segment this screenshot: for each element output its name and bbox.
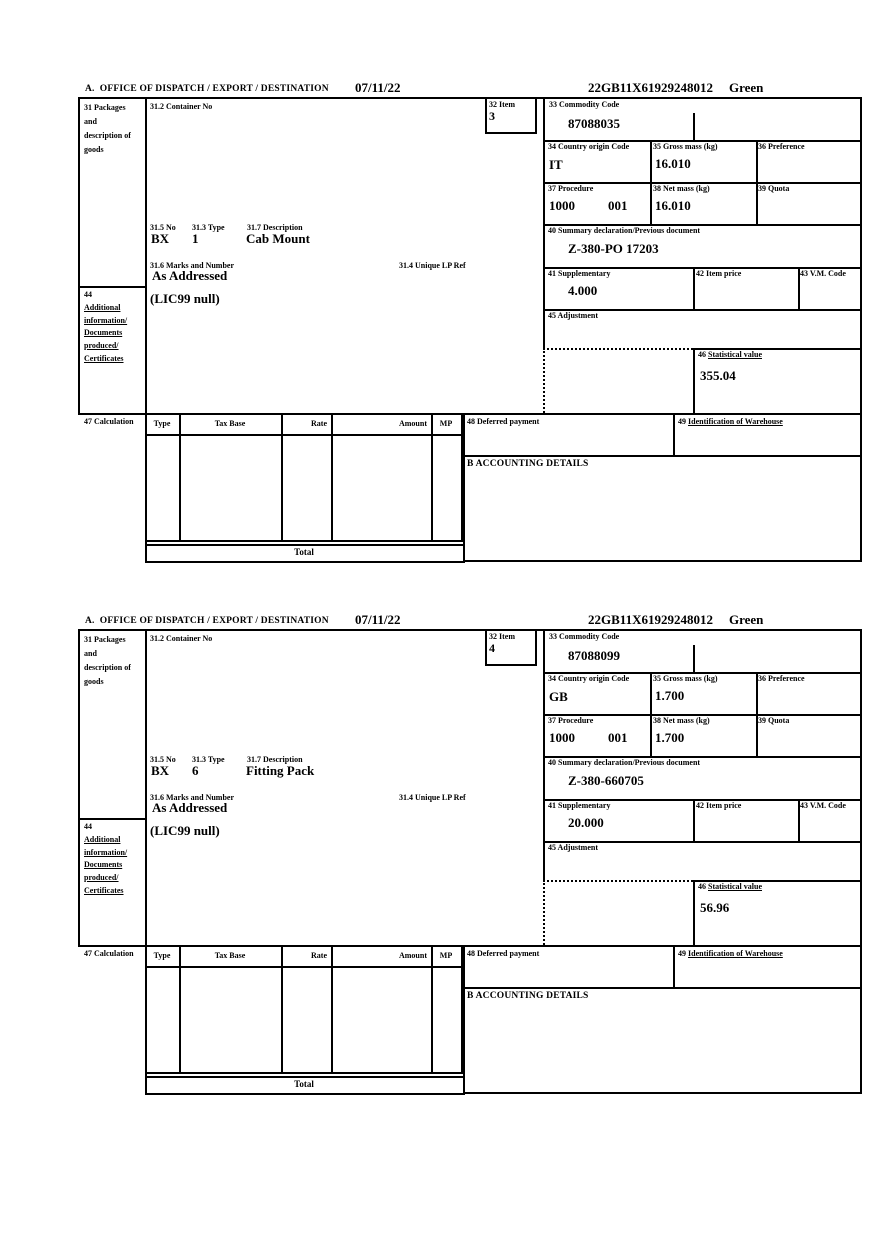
packages-description-label: 31 Packages and description of goods <box>84 635 131 686</box>
gross-mass-label: 35 Gross mass (kg) <box>653 674 718 683</box>
declaration-reference <box>588 80 763 96</box>
dotted-line <box>543 880 693 882</box>
additional-information-number: 44 <box>84 290 92 299</box>
accounting-details-label: B ACCOUNTING DETAILS <box>467 991 589 1001</box>
grid-line <box>145 544 463 546</box>
accounting-details-label: B ACCOUNTING DETAILS <box>467 459 589 469</box>
grid-line <box>331 413 333 540</box>
grid-line <box>78 413 862 415</box>
grid-line <box>860 629 862 1094</box>
calc-col-type: Type <box>153 419 171 428</box>
supplementary-label: 41 Supplementary <box>548 269 611 278</box>
marks-number-value: As Addressed <box>152 268 228 283</box>
statistical-value-number: 46 <box>698 882 706 891</box>
grid-line <box>693 267 695 309</box>
calc-col-type: Type <box>153 951 171 960</box>
grid-line <box>179 413 181 540</box>
grid-line <box>78 629 80 945</box>
country-origin-value: GB <box>549 689 568 704</box>
grid-line <box>463 560 862 562</box>
calc-col-amount: Amount <box>398 951 427 960</box>
summary-declaration-value: Z-380-PO 17203 <box>568 241 659 256</box>
vm-code-label: 43 V.M. Code <box>800 801 846 810</box>
grid-line <box>145 629 147 1072</box>
marks-number-label: 31.6 Marks and Number <box>150 793 235 802</box>
calculation-label: 47 Calculation <box>84 417 134 426</box>
adjustment-label: 45 Adjustment <box>548 311 599 320</box>
marks-number-value: As Addressed <box>152 800 228 815</box>
grid-line <box>756 672 758 756</box>
declaration-blocks <box>0 80 882 1144</box>
grid-line <box>463 987 862 989</box>
item-number-value: 4 <box>489 641 495 655</box>
grid-line <box>463 1092 862 1094</box>
warehouse-id-label <box>678 417 783 426</box>
mrn-value: 22GB11X61929248012 <box>588 612 713 627</box>
deferred-payment-label: 48 Deferred payment <box>467 417 540 426</box>
preference-label: 36 Preference <box>758 142 805 151</box>
grid-line <box>693 348 695 413</box>
quota-label: 39 Quota <box>758 716 790 725</box>
calc-col-rate: Rate <box>311 419 327 428</box>
grid-line <box>145 540 463 542</box>
package-description-value: Fitting Pack <box>246 763 315 778</box>
grid-line <box>78 97 80 413</box>
grid-line <box>485 664 537 666</box>
package-type-value: 6 <box>192 763 199 778</box>
supplementary-value: 20.000 <box>568 815 604 830</box>
statistical-value-number: 46 <box>698 350 706 359</box>
warehouse-id-text: Identification of Warehouse <box>688 417 783 426</box>
commodity-code-divider <box>693 645 695 672</box>
dispatch-date: 07/11/22 <box>355 80 401 95</box>
item-number-value: 3 <box>489 109 495 123</box>
grid-line <box>145 97 147 540</box>
supplementary-value: 4.000 <box>568 283 598 298</box>
commodity-code-value: 87088035 <box>568 116 620 131</box>
statistical-value-amount: 355.04 <box>700 368 736 383</box>
statistical-value-text: Statistical value <box>708 350 762 359</box>
net-mass-label: 38 Net mass (kg) <box>653 184 710 193</box>
summary-declaration-label: 40 Summary declaration/Previous document <box>548 226 701 235</box>
unique-lp-ref-label: 31.4 Unique LP Ref <box>399 261 466 270</box>
package-description-label: 31.7 Description <box>247 223 303 232</box>
grid-line <box>543 97 545 348</box>
grid-line <box>145 966 463 968</box>
grid-line <box>145 434 463 436</box>
container-no-label: 31.2 Container No <box>150 102 213 111</box>
declaration-reference <box>588 612 763 628</box>
grid-line <box>673 413 675 455</box>
grid-line <box>485 97 487 132</box>
net-mass-value: 16.010 <box>655 198 691 213</box>
grid-line <box>860 97 862 562</box>
office-of-dispatch-label: A. OFFICE OF DISPATCH / EXPORT / DESTINATION <box>85 84 329 94</box>
procedure-extension-value: 001 <box>608 198 628 213</box>
grid-line <box>756 140 758 224</box>
vm-code-label: 43 V.M. Code <box>800 269 846 278</box>
calculation-label: 47 Calculation <box>84 949 134 958</box>
additional-information-value: (LIC99 null) <box>150 823 220 838</box>
procedure-code-value: 1000 <box>549 730 575 745</box>
grid-line <box>693 880 695 945</box>
commodity-code-value: 87088099 <box>568 648 620 663</box>
package-type-label: 31.3 Type <box>192 223 225 232</box>
supplementary-label: 41 Supplementary <box>548 801 611 810</box>
total-label: Total <box>294 547 314 557</box>
calc-col-mp: MP <box>439 951 453 960</box>
additional-information-label <box>84 821 139 898</box>
package-no-value: BX <box>151 763 170 778</box>
item-price-label: 42 Item price <box>696 269 742 278</box>
grid-line <box>145 1076 463 1078</box>
adjustment-label: 45 Adjustment <box>548 843 599 852</box>
warehouse-id-text: Identification of Warehouse <box>688 949 783 958</box>
mrn-value: 22GB11X61929248012 <box>588 80 713 95</box>
item-price-label: 42 Item price <box>696 801 742 810</box>
preference-label: 36 Preference <box>758 674 805 683</box>
grid-line <box>281 413 283 540</box>
declaration-item-block <box>0 612 882 1144</box>
grid-line <box>535 97 537 132</box>
additional-information-text: Additional information/ Documents produced/ Certificates <box>84 834 128 895</box>
routing-status: Green <box>728 612 764 627</box>
additional-information-label <box>84 289 139 366</box>
package-no-label: 31.5 No <box>150 755 176 764</box>
grid-line <box>650 672 652 756</box>
total-label: Total <box>294 1079 314 1089</box>
procedure-label: 37 Procedure <box>548 184 594 193</box>
package-description-value: Cab Mount <box>246 231 310 246</box>
summary-declaration-value: Z-380-660705 <box>568 773 644 788</box>
grid-line <box>78 286 147 288</box>
calc-col-tax-base: Tax Base <box>214 419 246 428</box>
grid-line <box>431 413 433 540</box>
warehouse-id-number: 49 <box>678 949 686 958</box>
commodity-code-divider <box>693 113 695 140</box>
deferred-payment-label: 48 Deferred payment <box>467 949 540 958</box>
commodity-code-label: 33 Commodity Code <box>549 632 620 641</box>
quota-label: 39 Quota <box>758 184 790 193</box>
grid-line <box>145 1072 463 1074</box>
dispatch-date: 07/11/22 <box>355 612 401 627</box>
package-no-value: BX <box>151 231 170 246</box>
procedure-label: 37 Procedure <box>548 716 594 725</box>
unique-lp-ref-label: 31.4 Unique LP Ref <box>399 793 466 802</box>
grid-line <box>485 629 487 664</box>
dotted-line <box>543 348 693 350</box>
additional-information-number: 44 <box>84 822 92 831</box>
statistical-value-label <box>698 350 762 359</box>
net-mass-value: 1.700 <box>655 730 685 745</box>
declaration-item-block <box>0 80 882 612</box>
marks-number-label: 31.6 Marks and Number <box>150 261 235 270</box>
statistical-value-text: Statistical value <box>708 882 762 891</box>
procedure-code-value: 1000 <box>549 198 575 213</box>
commodity-code-label: 33 Commodity Code <box>549 100 620 109</box>
routing-status: Green <box>728 80 764 95</box>
gross-mass-label: 35 Gross mass (kg) <box>653 142 718 151</box>
country-origin-label: 34 Country origin Code <box>548 674 630 683</box>
calc-col-mp: MP <box>439 419 453 428</box>
procedure-extension-value: 001 <box>608 730 628 745</box>
summary-declaration-label: 40 Summary declaration/Previous document <box>548 758 701 767</box>
warehouse-id-number: 49 <box>678 417 686 426</box>
grid-line <box>145 561 463 563</box>
calc-col-amount: Amount <box>398 419 427 428</box>
grid-line <box>179 945 181 1072</box>
package-no-label: 31.5 No <box>150 223 176 232</box>
grid-line <box>485 132 537 134</box>
grid-line <box>78 97 862 99</box>
item-box-label: 32 Item <box>489 100 515 109</box>
package-type-value: 1 <box>192 231 199 246</box>
item-box-label: 32 Item <box>489 632 515 641</box>
grid-line <box>78 818 147 820</box>
grid-line <box>463 945 465 1095</box>
package-type-label: 31.3 Type <box>192 755 225 764</box>
grid-line <box>145 1093 463 1095</box>
statistical-value-amount: 56.96 <box>700 900 730 915</box>
calc-col-rate: Rate <box>311 951 327 960</box>
office-of-dispatch-label: A. OFFICE OF DISPATCH / EXPORT / DESTINATION <box>85 616 329 626</box>
grid-line <box>281 945 283 1072</box>
net-mass-label: 38 Net mass (kg) <box>653 716 710 725</box>
calc-col-tax-base: Tax Base <box>214 951 246 960</box>
gross-mass-value: 1.700 <box>655 688 685 703</box>
grid-line <box>463 455 862 457</box>
additional-information-value: (LIC99 null) <box>150 291 220 306</box>
dotted-line <box>543 348 545 413</box>
grid-line <box>431 945 433 1072</box>
gross-mass-value: 16.010 <box>655 156 691 171</box>
statistical-value-label <box>698 882 762 891</box>
grid-line <box>463 413 465 563</box>
grid-line <box>693 799 695 841</box>
additional-information-text: Additional information/ Documents produced/ Certificates <box>84 302 128 363</box>
country-origin-value: IT <box>549 157 563 172</box>
grid-line <box>331 945 333 1072</box>
grid-line <box>673 945 675 987</box>
packages-description-label: 31 Packages and description of goods <box>84 103 131 154</box>
warehouse-id-label <box>678 949 783 958</box>
grid-line <box>543 629 545 880</box>
grid-line <box>535 629 537 664</box>
package-description-label: 31.7 Description <box>247 755 303 764</box>
grid-line <box>650 140 652 224</box>
country-origin-label: 34 Country origin Code <box>548 142 630 151</box>
dotted-line <box>543 880 545 945</box>
grid-line <box>78 629 862 631</box>
container-no-label: 31.2 Container No <box>150 634 213 643</box>
grid-line <box>78 945 862 947</box>
